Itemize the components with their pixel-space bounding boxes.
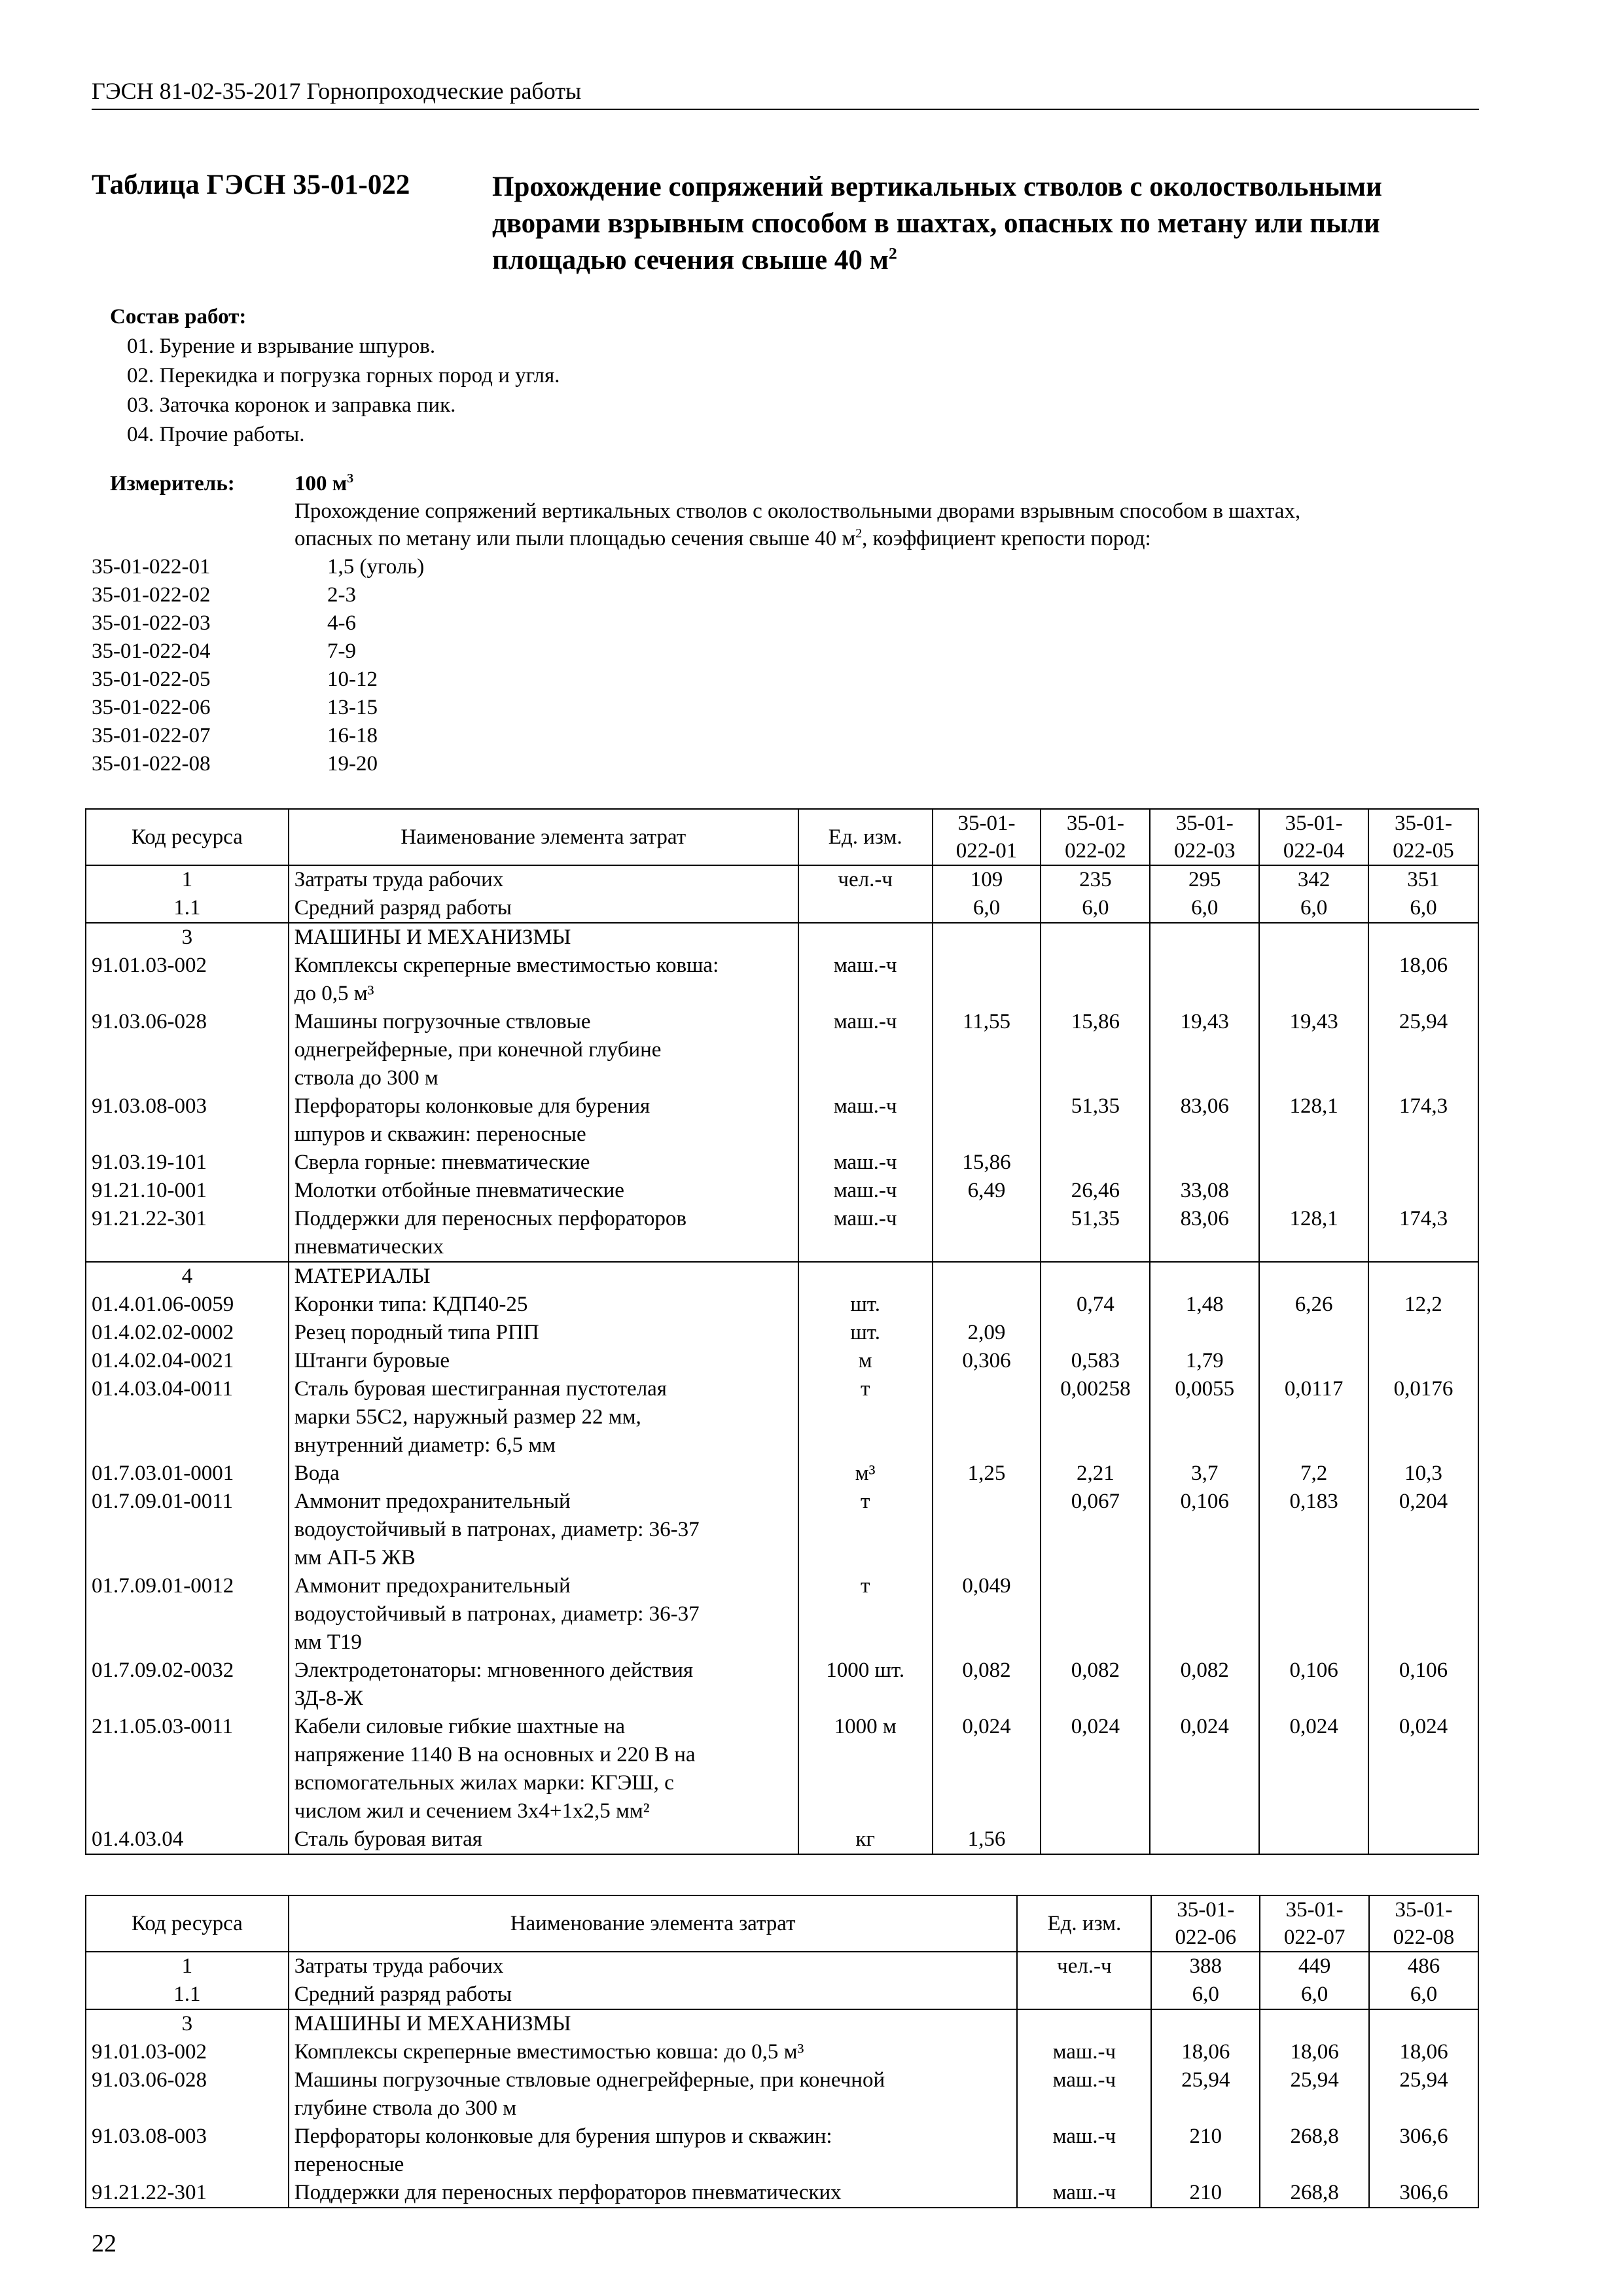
value-cell: 268,8 xyxy=(1260,2179,1369,2208)
resource-name-cell: Аммонит предохранительный водоустойчивый в патронах, диаметр: 36-37 мм АП-5 ЖВ xyxy=(289,1488,798,1572)
header-norm-column: 35-01- 022-05 xyxy=(1368,809,1478,865)
header-code: Код ресурса xyxy=(86,809,289,865)
table-row xyxy=(86,1291,1478,1319)
table-row xyxy=(86,1952,1478,1981)
resource-name-cell: Сталь буровая витая xyxy=(289,1825,798,1854)
norm-code-value: 13-15 xyxy=(327,696,378,719)
value-cell: 0,106 xyxy=(1259,1657,1368,1713)
resource-name-cell: Затраты труда рабочих xyxy=(289,1952,1018,1981)
unit-cell: чел.-ч xyxy=(1017,1952,1151,1981)
table-row xyxy=(86,894,1478,923)
value-cell: 174,3 xyxy=(1368,1205,1478,1262)
resource-code-cell: 3 xyxy=(86,923,289,952)
composition-item: 03. Заточка коронок и заправка пик. xyxy=(127,393,456,417)
value-cell: 0,082 xyxy=(933,1657,1041,1713)
value-cell xyxy=(1151,2009,1260,2038)
value-cell: 18,06 xyxy=(1151,2038,1260,2066)
unit-cell: маш.-ч xyxy=(798,1008,933,1092)
unit-cell: м³ xyxy=(798,1460,933,1488)
norm-code-value: 10-12 xyxy=(327,668,378,691)
value-cell: 1,79 xyxy=(1150,1347,1259,1375)
unit-cell: чел.-ч xyxy=(798,865,933,894)
norm-code-id: 35-01-022-04 xyxy=(92,639,211,663)
resource-code-cell: 91.21.22-301 xyxy=(86,1205,289,1262)
unit-cell: шт. xyxy=(798,1291,933,1319)
value-cell: 83,06 xyxy=(1150,1205,1259,1262)
value-cell: 268,8 xyxy=(1260,2123,1369,2179)
value-cell xyxy=(1150,1825,1259,1854)
norm-code-row xyxy=(92,750,424,778)
resource-name-cell: Сталь буровая шестигранная пустотелая марки 55С2, наружный размер 22 мм, внутренний диаметр: 6,5 мм xyxy=(289,1375,798,1460)
header-name: Наименование элемента затрат xyxy=(289,1895,1018,1952)
value-cell: 7,2 xyxy=(1259,1460,1368,1488)
norm-codes-list xyxy=(92,553,424,778)
resource-code-cell: 91.21.22-301 xyxy=(86,2179,289,2208)
value-cell: 235 xyxy=(1041,865,1150,894)
table-row xyxy=(86,1092,1478,1149)
resource-code-cell: 01.4.02.02-0002 xyxy=(86,1319,289,1347)
value-cell: 83,06 xyxy=(1150,1092,1259,1149)
norm-code-row xyxy=(92,694,424,722)
value-cell xyxy=(1150,1149,1259,1177)
header-norm-column: 35-01- 022-02 xyxy=(1041,809,1150,865)
table-row xyxy=(86,1460,1478,1488)
norm-code-id: 35-01-022-07 xyxy=(92,724,211,747)
value-cell xyxy=(1041,1149,1150,1177)
norm-code-row xyxy=(92,722,424,750)
value-cell: 342 xyxy=(1259,865,1368,894)
unit-cell xyxy=(798,1262,933,1291)
value-cell: 6,0 xyxy=(933,894,1041,923)
unit-cell: т xyxy=(798,1572,933,1657)
value-cell: 6,0 xyxy=(1150,894,1259,923)
unit-cell: маш.-ч xyxy=(798,1177,933,1205)
norm-code-row xyxy=(92,637,424,666)
norm-code-id: 35-01-022-05 xyxy=(92,668,211,691)
resource-name-cell: Коронки типа: КДП40-25 xyxy=(289,1291,798,1319)
value-cell: 0,106 xyxy=(1150,1488,1259,1572)
resource-code-cell: 01.7.09.02-0032 xyxy=(86,1657,289,1713)
value-cell: 0,00258 xyxy=(1041,1375,1150,1460)
header-unit: Ед. изм. xyxy=(798,809,933,865)
unit-cell xyxy=(1017,2009,1151,2038)
table-row xyxy=(86,2009,1478,2038)
norm-code-value: 1,5 (уголь) xyxy=(327,555,425,579)
resource-code-cell: 01.4.03.04-0011 xyxy=(86,1375,289,1460)
header-code: Код ресурса xyxy=(86,1895,289,1952)
value-cell: 19,43 xyxy=(1150,1008,1259,1092)
value-cell: 2,09 xyxy=(933,1319,1041,1347)
table-row xyxy=(86,1205,1478,1262)
resource-code-cell: 3 xyxy=(86,2009,289,2038)
value-cell: 6,0 xyxy=(1368,894,1478,923)
value-cell xyxy=(1259,1347,1368,1375)
table-header-row xyxy=(86,809,1478,865)
value-cell: 1,56 xyxy=(933,1825,1041,1854)
table-title-line: площадью сечения свыше 40 $м^2$ xyxy=(492,243,897,276)
table-title-line: дворами взрывным способом в шахтах, опасных по метану или пыли xyxy=(492,208,1380,239)
value-cell: 0,74 xyxy=(1041,1291,1150,1319)
header-norm-column: 35-01- 022-04 xyxy=(1259,809,1368,865)
value-cell: 0,183 xyxy=(1259,1488,1368,1572)
unit-cell: 1000 м xyxy=(798,1713,933,1825)
resource-code-cell: 91.03.06-028 xyxy=(86,1008,289,1092)
header-unit: Ед. изм. xyxy=(1017,1895,1151,1952)
meter-description: Прохождение сопряжений вертикальных стволов с околоствольными дворами взрывным способом в шахтах, опасных по метану или пыли площадью сечения свыше 40 $м^2$, коэффициент крепости пород: xyxy=(294,499,1301,550)
unit-cell: маш.-ч xyxy=(798,1205,933,1262)
value-cell: 109 xyxy=(933,865,1041,894)
header-norm-column: 35-01- 022-06 xyxy=(1151,1895,1260,1952)
value-cell xyxy=(933,952,1041,1008)
value-cell: 19,43 xyxy=(1259,1008,1368,1092)
resource-code-cell: 91.01.03-002 xyxy=(86,2038,289,2066)
value-cell: 25,94 xyxy=(1368,1008,1478,1092)
resource-name-cell: Сверла горные: пневматические xyxy=(289,1149,798,1177)
value-cell: 18,06 xyxy=(1368,952,1478,1008)
resource-name-cell: МАШИНЫ И МЕХАНИЗМЫ xyxy=(289,2009,1018,2038)
value-cell: 306,6 xyxy=(1369,2123,1478,2179)
value-cell: 210 xyxy=(1151,2123,1260,2179)
value-cell: 0,0055 xyxy=(1150,1375,1259,1460)
unit-cell xyxy=(798,923,933,952)
value-cell: 15,86 xyxy=(1041,1008,1150,1092)
unit-cell: шт. xyxy=(798,1319,933,1347)
table-row xyxy=(86,1008,1478,1092)
meter-unit: 100 $м^3$ xyxy=(294,471,354,495)
composition-heading: Состав работ: xyxy=(110,305,247,329)
table-row xyxy=(86,1825,1478,1854)
value-cell xyxy=(1041,1319,1150,1347)
unit-cell xyxy=(798,894,933,923)
unit-cell: маш.-ч xyxy=(798,1149,933,1177)
resource-name-cell: Электродетонаторы: мгновенного действия ЗД-8-Ж xyxy=(289,1657,798,1713)
header-norm-column: 35-01- 022-01 xyxy=(933,809,1041,865)
resource-table-2 xyxy=(85,1895,1479,2208)
table-row xyxy=(86,952,1478,1008)
resource-code-cell: 91.03.06-028 xyxy=(86,2066,289,2123)
table-row xyxy=(86,1149,1478,1177)
value-cell xyxy=(1259,1319,1368,1347)
value-cell: 11,55 xyxy=(933,1008,1041,1092)
value-cell: 128,1 xyxy=(1259,1205,1368,1262)
running-head: ГЭСН 81-02-35-2017 Горнопроходческие работы xyxy=(92,77,1479,110)
value-cell: 25,94 xyxy=(1260,2066,1369,2123)
header-norm-column: 35-01- 022-07 xyxy=(1260,1895,1369,1952)
table-row xyxy=(86,1488,1478,1572)
resource-name-cell: Перфораторы колонковые для бурения шпуров и скважин: переносные xyxy=(289,2123,1018,2179)
unit-cell xyxy=(1017,1981,1151,2009)
resource-name-cell: Средний разряд работы xyxy=(289,894,798,923)
table-row xyxy=(86,923,1478,952)
value-cell: 18,06 xyxy=(1369,2038,1478,2066)
value-cell: 15,86 xyxy=(933,1149,1041,1177)
value-cell: 486 xyxy=(1369,1952,1478,1981)
resource-name-cell: Перфораторы колонковые для бурения шпуров и скважин: переносные xyxy=(289,1092,798,1149)
value-cell: 0,024 xyxy=(1041,1713,1150,1825)
norm-code-value: 2-3 xyxy=(327,583,356,607)
value-cell xyxy=(933,1092,1041,1149)
unit-cell: т xyxy=(798,1488,933,1572)
unit-cell: маш.-ч xyxy=(798,952,933,1008)
value-cell: 6,0 xyxy=(1151,1981,1260,2009)
resource-code-cell: 01.7.09.01-0011 xyxy=(86,1488,289,1572)
value-cell: 2,21 xyxy=(1041,1460,1150,1488)
value-cell: 388 xyxy=(1151,1952,1260,1981)
resource-code-cell: 01.7.09.01-0012 xyxy=(86,1572,289,1657)
value-cell xyxy=(933,1291,1041,1319)
value-cell: 449 xyxy=(1260,1952,1369,1981)
norm-code-row xyxy=(92,666,424,694)
table-row xyxy=(86,2179,1478,2208)
resource-code-cell: 21.1.05.03-0011 xyxy=(86,1713,289,1825)
page-number: 22 xyxy=(92,2230,116,2257)
table-row xyxy=(86,1375,1478,1460)
table-title-line: Прохождение сопряжений вертикальных стволов с околоствольными xyxy=(492,171,1382,202)
value-cell: 18,06 xyxy=(1260,2038,1369,2066)
value-cell xyxy=(1150,952,1259,1008)
value-cell xyxy=(1041,952,1150,1008)
norm-code-id: 35-01-022-01 xyxy=(92,555,211,579)
value-cell: 0,583 xyxy=(1041,1347,1150,1375)
unit-cell: маш.-ч xyxy=(1017,2179,1151,2208)
resource-table-1 xyxy=(85,808,1479,1855)
value-cell: 210 xyxy=(1151,2179,1260,2208)
value-cell: 33,08 xyxy=(1150,1177,1259,1205)
table-row xyxy=(86,1347,1478,1375)
value-cell: 0,0117 xyxy=(1259,1375,1368,1460)
table-header-row xyxy=(86,1895,1478,1952)
resource-code-cell: 1 xyxy=(86,1952,289,1981)
resource-name-cell: Вода xyxy=(289,1460,798,1488)
value-cell xyxy=(1368,1319,1478,1347)
resource-name-cell: Молотки отбойные пневматические xyxy=(289,1177,798,1205)
resource-name-cell: Комплексы скреперные вместимостью ковша: до 0,5 м³ xyxy=(289,952,798,1008)
table-row xyxy=(86,1981,1478,2009)
resource-code-cell: 01.4.01.06-0059 xyxy=(86,1291,289,1319)
value-cell xyxy=(1368,1149,1478,1177)
value-cell: 6,0 xyxy=(1259,894,1368,923)
norm-code-value: 4-6 xyxy=(327,611,356,635)
value-cell: 0,067 xyxy=(1041,1488,1150,1572)
norm-code-value: 7-9 xyxy=(327,639,356,663)
unit-cell: м xyxy=(798,1347,933,1375)
unit-cell: маш.-ч xyxy=(1017,2123,1151,2179)
value-cell: 51,35 xyxy=(1041,1092,1150,1149)
value-cell xyxy=(933,1375,1041,1460)
value-cell: 6,49 xyxy=(933,1177,1041,1205)
value-cell xyxy=(1368,1347,1478,1375)
value-cell xyxy=(1259,1572,1368,1657)
value-cell xyxy=(1259,952,1368,1008)
value-cell xyxy=(1259,1262,1368,1291)
resource-code-cell: 4 xyxy=(86,1262,289,1291)
value-cell: 174,3 xyxy=(1368,1092,1478,1149)
value-cell xyxy=(1368,923,1478,952)
table-row xyxy=(86,2038,1478,2066)
table-row xyxy=(86,1657,1478,1713)
value-cell xyxy=(1369,2009,1478,2038)
resource-name-cell: Поддержки для переносных перфораторов пневматических xyxy=(289,1205,798,1262)
composition-item: 01. Бурение и взрывание шпуров. xyxy=(127,334,436,358)
table-row xyxy=(86,865,1478,894)
value-cell: 0,082 xyxy=(1150,1657,1259,1713)
norm-code-row xyxy=(92,581,424,609)
value-cell xyxy=(1150,923,1259,952)
resource-code-cell: 91.21.10-001 xyxy=(86,1177,289,1205)
value-cell xyxy=(1041,1262,1150,1291)
value-cell: 26,46 xyxy=(1041,1177,1150,1205)
resource-name-cell: Резец породный типа РПП xyxy=(289,1319,798,1347)
work-composition xyxy=(110,302,560,450)
value-cell: 0,306 xyxy=(933,1347,1041,1375)
value-cell xyxy=(1041,1572,1150,1657)
resource-code-cell: 91.03.08-003 xyxy=(86,2123,289,2179)
value-cell: 128,1 xyxy=(1259,1092,1368,1149)
norm-code-value: 16-18 xyxy=(327,724,378,747)
value-cell xyxy=(933,1262,1041,1291)
value-cell xyxy=(933,1488,1041,1572)
value-cell: 0,024 xyxy=(1259,1713,1368,1825)
resource-code-cell: 91.03.08-003 xyxy=(86,1092,289,1149)
resource-name-cell: Машины погрузочные ствловые однегрейферные, при конечной глубине ствола до 300 м xyxy=(289,1008,798,1092)
value-cell xyxy=(1150,1319,1259,1347)
resource-name-cell: Затраты труда рабочих xyxy=(289,865,798,894)
unit-cell: маш.-ч xyxy=(798,1092,933,1149)
norm-code-id: 35-01-022-03 xyxy=(92,611,211,635)
resource-code-cell: 1 xyxy=(86,865,289,894)
norm-code-id: 35-01-022-02 xyxy=(92,583,211,607)
resource-code-cell: 01.4.03.04 xyxy=(86,1825,289,1854)
resource-name-cell: Штанги буровые xyxy=(289,1347,798,1375)
resource-code-cell: 1.1 xyxy=(86,1981,289,2009)
value-cell: 351 xyxy=(1368,865,1478,894)
unit-cell: кг xyxy=(798,1825,933,1854)
value-cell xyxy=(933,923,1041,952)
resource-code-cell: 01.7.03.01-0001 xyxy=(86,1460,289,1488)
composition-item: 04. Прочие работы. xyxy=(127,423,305,446)
value-cell: 0,024 xyxy=(1368,1713,1478,1825)
resource-code-cell: 91.03.19-101 xyxy=(86,1149,289,1177)
value-cell xyxy=(1259,1177,1368,1205)
value-cell: 6,26 xyxy=(1259,1291,1368,1319)
value-cell xyxy=(1368,1177,1478,1205)
value-cell: 25,94 xyxy=(1151,2066,1260,2123)
norm-code-id: 35-01-022-06 xyxy=(92,696,211,719)
norm-code-value: 19-20 xyxy=(327,752,378,776)
norm-code-row xyxy=(92,553,424,581)
resource-code-cell: 1.1 xyxy=(86,894,289,923)
value-cell xyxy=(1150,1572,1259,1657)
value-cell: 6,0 xyxy=(1369,1981,1478,2009)
value-cell: 0,0176 xyxy=(1368,1375,1478,1460)
value-cell: 306,6 xyxy=(1369,2179,1478,2208)
value-cell xyxy=(1368,1572,1478,1657)
value-cell: 0,082 xyxy=(1041,1657,1150,1713)
value-cell: 0,106 xyxy=(1368,1657,1478,1713)
resource-code-cell: 01.4.02.04-0021 xyxy=(86,1347,289,1375)
value-cell xyxy=(1260,2009,1369,2038)
value-cell: 3,7 xyxy=(1150,1460,1259,1488)
header-norm-column: 35-01- 022-08 xyxy=(1369,1895,1478,1952)
value-cell: 6,0 xyxy=(1041,894,1150,923)
table-label: Таблица ГЭСН 35-01-022 xyxy=(92,170,410,200)
norm-code-row xyxy=(92,609,424,637)
resource-name-cell: МАШИНЫ И МЕХАНИЗМЫ xyxy=(289,923,798,952)
table-row xyxy=(86,2123,1478,2179)
meter-label: Измеритель: xyxy=(110,472,235,495)
value-cell: 0,049 xyxy=(933,1572,1041,1657)
value-cell: 25,94 xyxy=(1369,2066,1478,2123)
resource-name-cell: Аммонит предохранительный водоустойчивый в патронах, диаметр: 36-37 мм Т19 xyxy=(289,1572,798,1657)
value-cell: 1,25 xyxy=(933,1460,1041,1488)
unit-cell: т xyxy=(798,1375,933,1460)
value-cell xyxy=(1150,1262,1259,1291)
header-norm-column: 35-01- 022-03 xyxy=(1150,809,1259,865)
value-cell xyxy=(1259,923,1368,952)
table-row xyxy=(86,1177,1478,1205)
resource-code-cell: 91.01.03-002 xyxy=(86,952,289,1008)
value-cell: 1,48 xyxy=(1150,1291,1259,1319)
header-name: Наименование элемента затрат xyxy=(289,809,798,865)
resource-name-cell: МАТЕРИАЛЫ xyxy=(289,1262,798,1291)
resource-name-cell: Кабели силовые гибкие шахтные на напряжение 1140 В на основных и 220 В на вспомогательных жилах марки: КГЭШ, с числом жил и сечением 3х4+1х2,5 мм² xyxy=(289,1713,798,1825)
table-row xyxy=(86,1262,1478,1291)
value-cell xyxy=(1368,1262,1478,1291)
value-cell xyxy=(933,1205,1041,1262)
resource-name-cell: Поддержки для переносных перфораторов пневматических xyxy=(289,2179,1018,2208)
value-cell: 0,024 xyxy=(1150,1713,1259,1825)
table-title-text xyxy=(492,169,1454,279)
table-title xyxy=(92,169,1479,279)
unit-cell: маш.-ч xyxy=(1017,2066,1151,2123)
value-cell: 51,35 xyxy=(1041,1205,1150,1262)
value-cell xyxy=(1041,923,1150,952)
value-cell: 0,204 xyxy=(1368,1488,1478,1572)
value-cell: 12,2 xyxy=(1368,1291,1478,1319)
resource-name-cell: Комплексы скреперные вместимостью ковша: до 0,5 м³ xyxy=(289,2038,1018,2066)
unit-cell: маш.-ч xyxy=(1017,2038,1151,2066)
value-cell xyxy=(1259,1825,1368,1854)
table-row xyxy=(86,1572,1478,1657)
value-cell: 295 xyxy=(1150,865,1259,894)
table-row xyxy=(86,1319,1478,1347)
composition-item: 02. Перекидка и погрузка горных пород и угля. xyxy=(127,364,560,387)
value-cell: 6,0 xyxy=(1260,1981,1369,2009)
value-cell xyxy=(1259,1149,1368,1177)
norm-code-id: 35-01-022-08 xyxy=(92,752,211,776)
value-cell xyxy=(1041,1825,1150,1854)
value-cell: 10,3 xyxy=(1368,1460,1478,1488)
value-cell xyxy=(1368,1825,1478,1854)
table-row xyxy=(86,1713,1478,1825)
value-cell: 0,024 xyxy=(933,1713,1041,1825)
resource-name-cell: Машины погрузочные ствловые однегрейферные, при конечной глубине ствола до 300 м xyxy=(289,2066,1018,2123)
unit-cell: 1000 шт. xyxy=(798,1657,933,1713)
resource-name-cell: Средний разряд работы xyxy=(289,1981,1018,2009)
table-row xyxy=(86,2066,1478,2123)
